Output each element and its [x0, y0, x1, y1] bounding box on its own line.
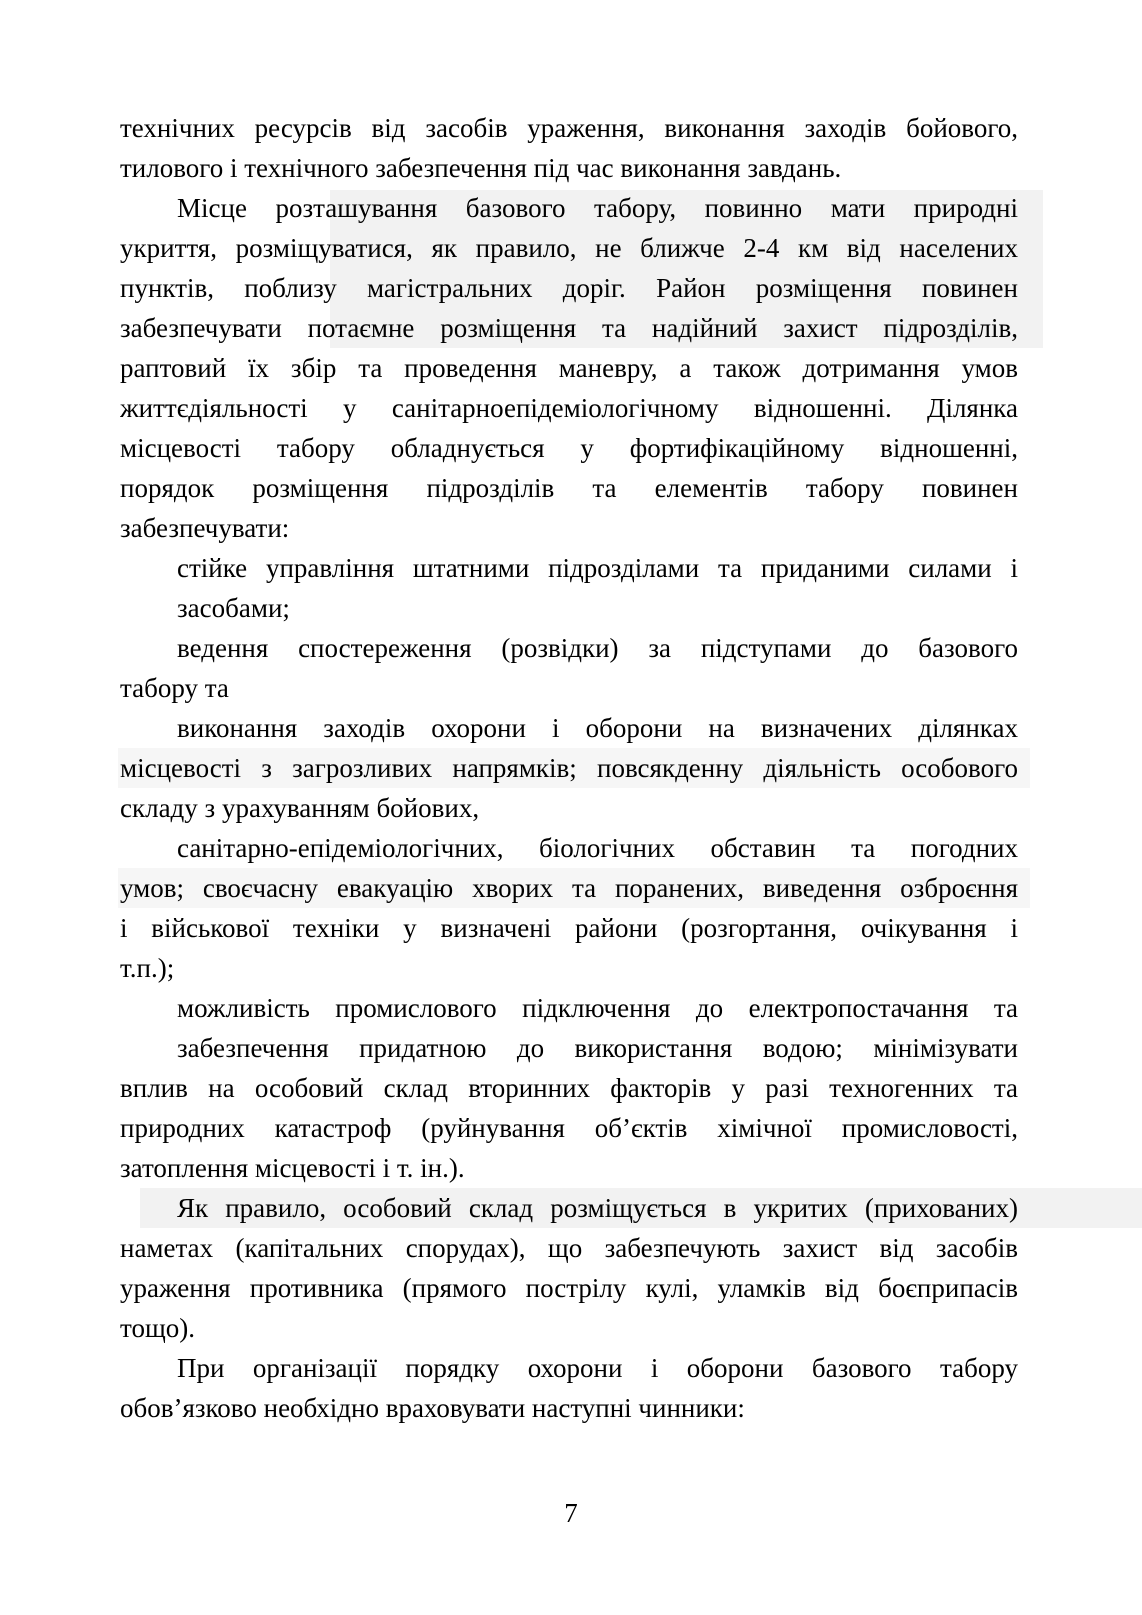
- page-number: 7: [564, 1498, 578, 1528]
- text-line: раптовий їх збір та проведення маневру, а також дотримання умов: [120, 353, 1018, 383]
- text-line: табору та: [120, 673, 229, 703]
- text-line: Місце розташування базового табору, повинно мати природні: [177, 193, 1018, 223]
- text-line: тилового і технічного забезпечення під час виконання завдань.: [120, 153, 842, 183]
- text-line: природних катастроф (руйнування об’єктів хімічної промисловості,: [120, 1113, 1018, 1143]
- text-line: вплив на особовий склад вторинних факторів у разі техногенних та: [120, 1073, 1018, 1103]
- text-line: Як правило, особовий склад розміщується в укритих (прихованих): [177, 1193, 1018, 1223]
- text-line: складу з урахуванням бойових,: [120, 793, 480, 823]
- text-line: можливість промислового підключення до електропостачання та: [177, 993, 1018, 1023]
- text-line: умов; своєчасну евакуацію хворих та поранених, виведення озброєння: [120, 873, 1018, 903]
- text-line: і військової техніки у визначені райони (розгортання, очікування і: [120, 913, 1018, 943]
- document-text: [120, 108, 1018, 1428]
- text-line: т.п.);: [120, 953, 175, 983]
- text-line: затоплення місцевості і т. ін.).: [120, 1153, 465, 1183]
- text-line: ураження противника (прямого пострілу кулі, уламків від боєприпасів: [120, 1273, 1018, 1303]
- text-line: місцевості з загрозливих напрямків; повсякденну діяльність особового: [120, 753, 1018, 783]
- text-line: стійке управління штатними підрозділами та приданими силами і: [177, 553, 1018, 583]
- text-line: санітарно-епідеміологічних, біологічних обставин та погодних: [177, 833, 1018, 863]
- text-line: При організації порядку охорони і оборони базового табору: [177, 1353, 1018, 1383]
- text-line: засобами;: [177, 593, 290, 623]
- text-line: технічних ресурсів від засобів ураження, виконання заходів бойового,: [120, 113, 1018, 143]
- text-line: забезпечувати:: [120, 513, 290, 543]
- text-line: порядок розміщення підрозділів та елементів табору повинен: [120, 473, 1018, 503]
- text-line: укриття, розміщуватися, як правило, не ближче 2-4 км від населених: [120, 233, 1018, 263]
- text-line: забезпечувати потаємне розміщення та надійний захист підрозділів,: [120, 313, 1018, 343]
- text-line: забезпечення придатною до використання водою; мінімізувати: [177, 1033, 1018, 1063]
- text-line: місцевості табору обладнується у фортифікаційному відношенні,: [120, 433, 1018, 463]
- text-line: ведення спостереження (розвідки) за підступами до базового: [177, 633, 1018, 663]
- text-line: пунктів, поблизу магістральних доріг. Район розміщення повинен: [120, 273, 1018, 303]
- text-line: обов’язково необхідно враховувати наступні чинники:: [120, 1393, 745, 1423]
- text-line: тощо).: [120, 1313, 195, 1343]
- text-line: життєдіяльності у санітарноепідеміологічному відношенні. Ділянка: [120, 393, 1018, 423]
- text-line: виконання заходів охорони і оборони на визначених ділянках: [177, 713, 1018, 743]
- text-line: наметах (капітальних спорудах), що забезпечують захист від засобів: [120, 1233, 1018, 1263]
